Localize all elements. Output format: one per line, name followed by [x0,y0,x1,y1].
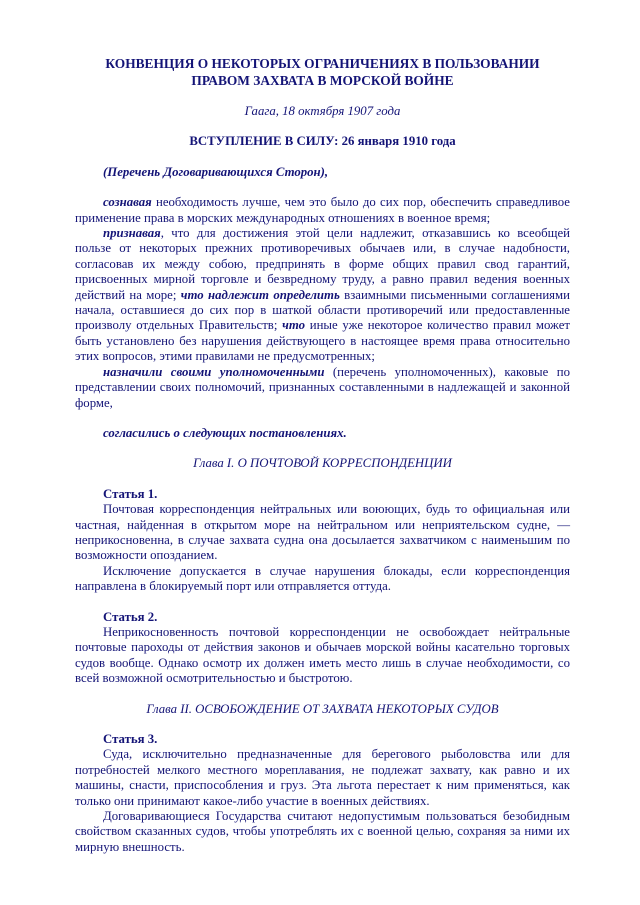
article-heading [75,732,570,747]
article-paragraph [75,502,570,564]
text-run: (перечень уполномоченных), каковые по представлении своих полномочий, признанных составленными в надлежащей и законной форме, [75,364,570,410]
article-paragraph [75,625,570,687]
text-run: Статья 2. [103,609,158,624]
text-run: ВСТУПЛЕНИЕ В СИЛУ: 26 января 1910 года [189,134,456,149]
text-run: Исключение допускается в случае нарушения блокады, если корреспонденция направлена в блокируемый порт или отправляется оттуда. [75,563,570,594]
parties-placeholder [75,165,570,180]
text-run: Суда, исключительно предназначенные для берегового рыболовства или для потребностей мелкого местного мореплавания, не подлежат захвату, как равно и их машины, снасти, приспособления и груз. Эта льгота перестает к ним применяться, как только они принимают какое-либо участие в военных действиях. [75,747,570,808]
text-run: , что для достижения этой цели надлежит, отказавшись ко всеобщей пользе от некоторых прежних противоречивых обычаев или, в случае надобности, согласовав их между собою, предпринять в форме общих правил свод гарантий, присвоенных мирной торговле и безвредному труду, а равно правил ведения военных действий на море; [75,226,570,302]
text-run: взаимными письменными соглашениями начала, оставшиеся до сих пор в шаткой области противоречий или предоставленные произволу отдельных Правительств; [75,287,570,333]
text-run: согласились о следующих постановлениях. [103,425,347,440]
article-heading [75,610,570,625]
text-run: назначили своими уполномоченными [103,364,325,379]
text-run: что надлежит определить [180,287,340,302]
text-run: Глава II. ОСВОБОЖДЕНИЕ ОТ ЗАХВАТА НЕКОТОРЫХ СУДОВ [146,701,499,716]
text-run: признавая [103,226,161,241]
text-run: Гаага, 18 октября 1907 года [244,104,401,118]
doc-title [75,56,570,89]
doc-place-date [75,104,570,119]
preamble-paragraph [75,195,570,226]
text-run: Глава I. О ПОЧТОВОЙ КОРРЕСПОНДЕНЦИИ [193,456,452,471]
text-run: иные уже некоторое количество правил может быть установлено без нарушения действующего в настоящее время права относительно этих вопросов, этими правилами не предусмотренных; [75,318,571,364]
article-paragraph [75,564,570,595]
text-run: Статья 3. [103,732,158,746]
document-body [75,56,570,855]
article-heading [75,487,570,502]
text-run: необходимость лучше, чем это было до сих пор, обеспечить справедливое применение права в морских международных отношениях в военное время; [75,195,570,225]
preamble-paragraph [75,226,570,365]
text-run: (Перечень Договаривающихся Сторон), [103,164,329,179]
text-run: Неприкосновенность почтовой корреспонденции не освобождает нейтральные почтовые пароходы от действия законов и обычаев морской войны касательно торговых судов вообще. Однако осмотр их должен иметь место лишь в случае необходимости, со всей возможной осмотрительностью и быстротою. [75,624,570,686]
text-run: что [282,318,306,333]
agreement-clause [75,426,570,441]
chapter-heading [75,456,570,471]
doc-entry-into-force [75,134,570,149]
text-run: Договаривающиеся Государства считают недопустимым пользоваться безобидным свойством сказанных судов, чтобы употреблять их с военной целью, сохраняя за ними их мирную внешность. [75,809,570,854]
article-paragraph [75,747,570,809]
text-run: сознавая [103,195,152,210]
text-run: КОНВЕНЦИЯ О НЕКОТОРЫХ ОГРАНИЧЕНИЯХ В ПОЛЬЗОВАНИИ ПРАВОМ ЗАХВАТА В МОРСКОЙ ВОЙНЕ [105,56,540,88]
article-paragraph [75,809,570,855]
preamble-paragraph [75,365,570,411]
chapter-heading [75,702,570,717]
text-run: Почтовая корреспонденция нейтральных или воюющих, будь то официальная или частная, найденная в открытом море на нейтральном или неприятельском судне, — неприкосновенна, в случае захвата судна она досылается захватчиком с наименьшим по возможности опозданием. [75,502,570,563]
text-run: Статья 1. [103,486,158,501]
